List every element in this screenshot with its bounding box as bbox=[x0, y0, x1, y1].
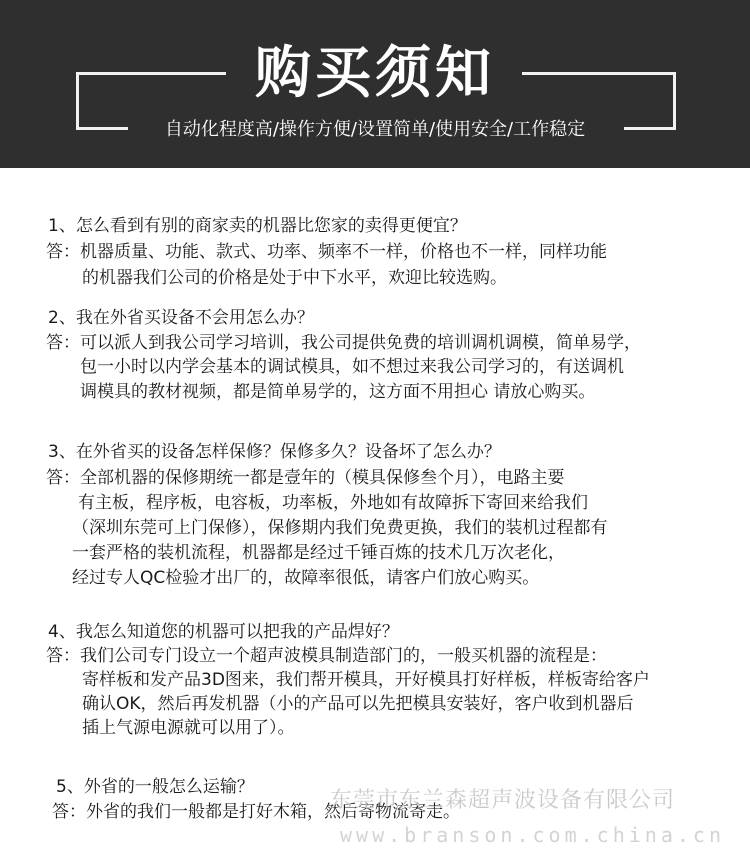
faq-answer-line: 调模具的教材视频，都是简单易学的，这方面不用担心 请放心购买。 bbox=[80, 382, 596, 402]
faq-answer-line: 经过专人QC检验才出厂的，故障率很低，请客户们放心购买。 bbox=[72, 568, 540, 588]
faq-answer-line: 的机器我们公司的价格是处于中下水平，欢迎比较选购。 bbox=[82, 268, 507, 288]
header-banner bbox=[0, 0, 750, 168]
faq-answer-line: 答：可以派人到我公司学习培训，我公司提供免费的培训调机调模，简单易学， bbox=[46, 333, 641, 353]
faq-question: 3、在外省买的设备怎样保修？保修多久？设备坏了怎么办？ bbox=[48, 442, 501, 462]
page-subtitle: 自动化程度高/操作方便/设置简单/使用安全/工作稳定 bbox=[164, 119, 586, 140]
faq-answer-line: 插上气源电源就可以用了）。 bbox=[82, 718, 295, 738]
faq-answer-line: 答：全部机器的保修期统一都是壹年的（模具保修叁个月），电路主要 bbox=[46, 468, 565, 488]
faq-answer-line: 答：机器质量、功能、款式、功率、频率不一样，价格也不一样，同样功能 bbox=[46, 242, 607, 262]
faq-question: 1、怎么看到有别的商家卖的机器比您家的卖得更便宜？ bbox=[48, 216, 467, 236]
faq-question: 4、我怎么知道您的机器可以把我的产品焊好？ bbox=[48, 622, 399, 642]
faq-answer-line: 寄样板和发产品3D图来，我们帮开模具，开好模具打好样板，样板寄给客户 bbox=[82, 670, 650, 690]
faq-question: 2、我在外省买设备不会用怎么办？ bbox=[48, 308, 314, 328]
faq-answer-line: （深圳东莞可上门保修），保修期内我们免费更换，我们的装机过程都有 bbox=[72, 518, 608, 538]
faq-answer-line: 一套严格的装机流程，机器都是经过千锤百炼的技术几万次老化， bbox=[72, 543, 565, 563]
url-watermark: www.branson.com.china.cn bbox=[340, 823, 725, 847]
faq-answer-line: 确认OK，然后再发机器（小的产品可以先把模具安装好，客户收到机器后 bbox=[82, 694, 634, 714]
page-title: 购买须知 bbox=[255, 41, 495, 106]
faq-answer-line: 答：我们公司专门设立一个超声波模具制造部门的，一般买机器的流程是： bbox=[46, 646, 607, 666]
company-watermark: 东莞市东兰森超声波设备有限公司 bbox=[330, 788, 676, 813]
faq-question: 5、外省的一般怎么运输？ bbox=[56, 777, 254, 797]
faq-answer-line: 包一小时以内学会基本的调试模具，如不想过来我公司学习的，有送调机 bbox=[80, 357, 624, 377]
faq-answer-line: 有主板，程序板，电容板，功率板，外地如有故障拆下寄回来给我们 bbox=[78, 493, 588, 513]
faq-answer-line: 答：外省的我们一般都是打好木箱，然后寄物流寄走。 bbox=[52, 802, 460, 822]
